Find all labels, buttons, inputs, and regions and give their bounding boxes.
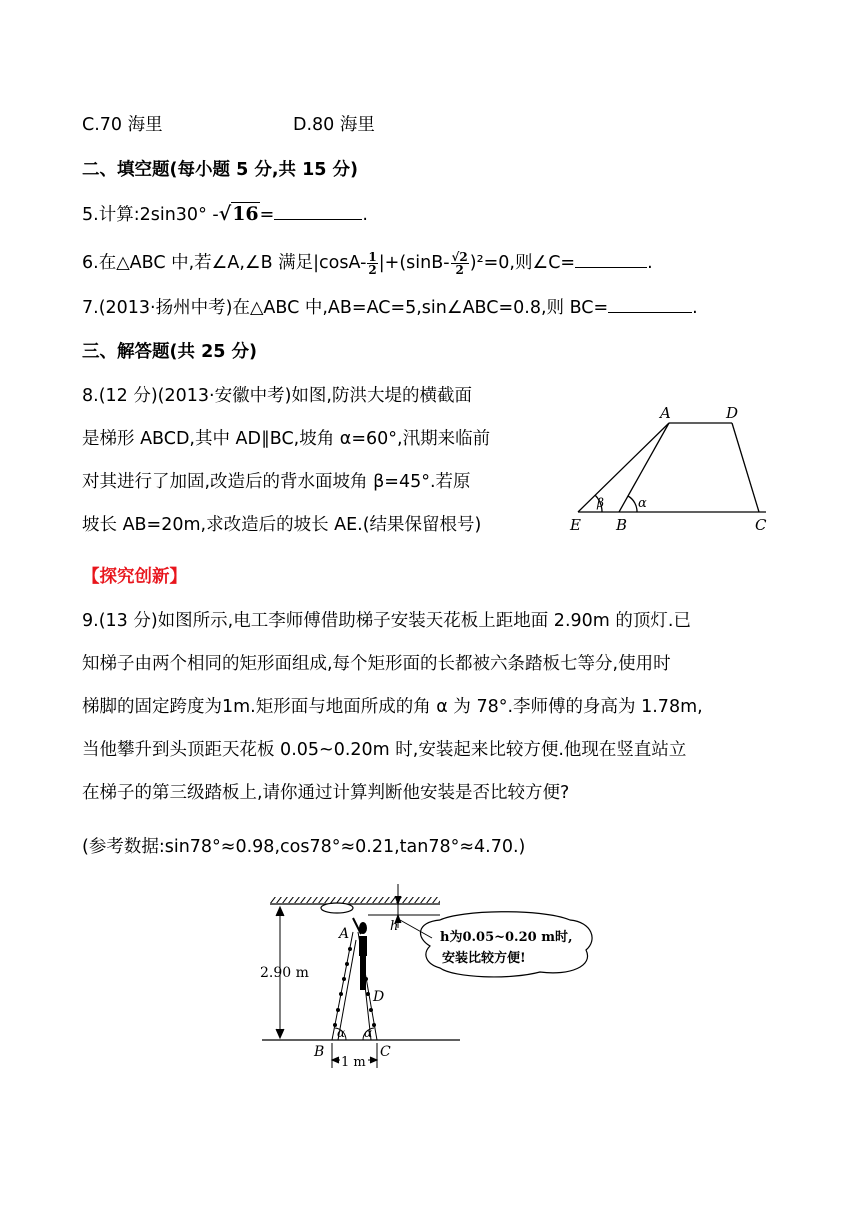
q5-end: . [362, 205, 368, 225]
label-beta: β [597, 496, 604, 510]
question-5 [82, 199, 368, 230]
q6-fraction-1 [367, 251, 377, 276]
bubble-line-2: 安装比较方便! [442, 951, 526, 966]
ladder-label-h: h [390, 919, 399, 934]
trapezoid-figure [560, 400, 780, 540]
question-6 [82, 248, 653, 278]
choice-d: D.80 海里 [293, 115, 375, 135]
ladder-label-alpha-right: α [364, 1026, 373, 1040]
question-8-line-4: 坡长 AB=20m,求改造后的坡长 AE.(结果保留根号) [82, 515, 482, 535]
section-title-fill-in: 二、填空题(每小题 5 分,共 15 分) [82, 160, 359, 180]
section-title-solve: 三、解答题(共 25 分) [82, 342, 258, 362]
q6-frac1-num: 1 [368, 249, 377, 264]
bubble-line-1: h为0.05~0.20 m时, [440, 930, 573, 945]
q5-answer-blank[interactable] [274, 201, 362, 220]
q5-equals: = [259, 205, 275, 225]
height-label: 2.90 m [260, 965, 309, 981]
q6-suffix: )²=0,则∠C= [469, 253, 576, 273]
height-arrow-bottom [276, 1029, 284, 1038]
ladder-leg-left-inner [338, 940, 356, 1040]
q6-mid: |+(sinB- [378, 253, 450, 273]
ladder-rungs [333, 947, 376, 1027]
q6-frac1-den: 2 [368, 262, 377, 277]
label-a: A [660, 404, 671, 422]
ladder-figure [240, 880, 620, 1080]
choice-c: C.70 海里 [82, 115, 163, 135]
q6-prefix: 6.在△ABC 中,若∠A,∠B 满足|cosA- [82, 253, 367, 273]
ladder-label-c: C [380, 1044, 391, 1060]
question-8-line-2: 是梯形 ABCD,其中 AD∥BC,坡角 α=60°,汛期来临前 [82, 429, 491, 449]
ceiling-hatch [270, 897, 440, 903]
q7-end: . [692, 298, 698, 318]
question-7 [82, 293, 698, 323]
span-arrow-left [332, 1057, 339, 1063]
height-arrow-top [276, 907, 284, 916]
ladder-label-a: A [339, 926, 350, 942]
angle-alpha-arc [628, 496, 637, 512]
span-label: 1 m [341, 1055, 366, 1070]
question-9-line-6: (参考数据:sin78°≈0.98,cos78°≈0.21,tan78°≈4.70.) [82, 837, 526, 857]
q5-sqrt: √16 [218, 203, 259, 225]
q6-frac2-den: 2 [455, 262, 464, 277]
span-arrow-right [370, 1057, 377, 1063]
label-d: D [726, 404, 739, 422]
q6-frac2-num: √2 [451, 249, 468, 264]
ladder-label-alpha-left: α [337, 1026, 346, 1040]
q7-answer-blank[interactable] [608, 294, 692, 313]
question-9-line-5: 在梯子的第三级踏板上,请你通过计算判断他安装是否比较方便? [82, 783, 570, 803]
electrician-figure [353, 918, 367, 990]
label-b: B [616, 516, 628, 534]
line-ae [578, 423, 669, 512]
q6-end: . [647, 253, 653, 273]
question-9-line-2: 知梯子由两个相同的矩形面组成,每个矩形面的长都被六条踏板七等分,使用时 [82, 654, 671, 674]
question-9-line-1: 9.(13 分)如图所示,电工李师傅借助梯子安装天花板上距地面 2.90m 的顶灯.已 [82, 611, 691, 631]
question-8-line-3: 对其进行了加固,改造后的背水面坡角 β=45°.若原 [82, 472, 471, 492]
q7-text: 7.(2013·扬州中考)在△ABC 中,AB=AC=5,sin∠ABC=0.8,则 BC= [82, 298, 609, 318]
label-alpha: α [638, 496, 647, 511]
question-9-line-4: 当他攀升到头顶距天花板 0.05~0.20m 时,安装起来比较方便.他现在竖直站立 [82, 740, 687, 760]
ladder-label-d: D [373, 989, 385, 1005]
line-dc [732, 423, 759, 512]
q5-prefix: 5.计算:2sin30° - [82, 205, 219, 225]
q6-answer-blank[interactable] [575, 249, 647, 268]
question-9-line-3: 梯脚的固定跨度为1m.矩形面与地面所成的角 α 为 78°.李师傅的身高为 1.78m, [82, 697, 703, 717]
lamp [321, 903, 353, 913]
ladder-label-b: B [314, 1044, 325, 1060]
question-8-line-1: 8.(12 分)(2013·安徽中考)如图,防洪大堤的横截面 [82, 386, 472, 406]
label-c: C [755, 516, 767, 534]
q6-fraction-2 [451, 251, 469, 276]
label-e: E [570, 516, 581, 534]
q5-radicand: 16 [232, 203, 259, 225]
section-title-explore: 【探究创新】 [82, 567, 187, 587]
